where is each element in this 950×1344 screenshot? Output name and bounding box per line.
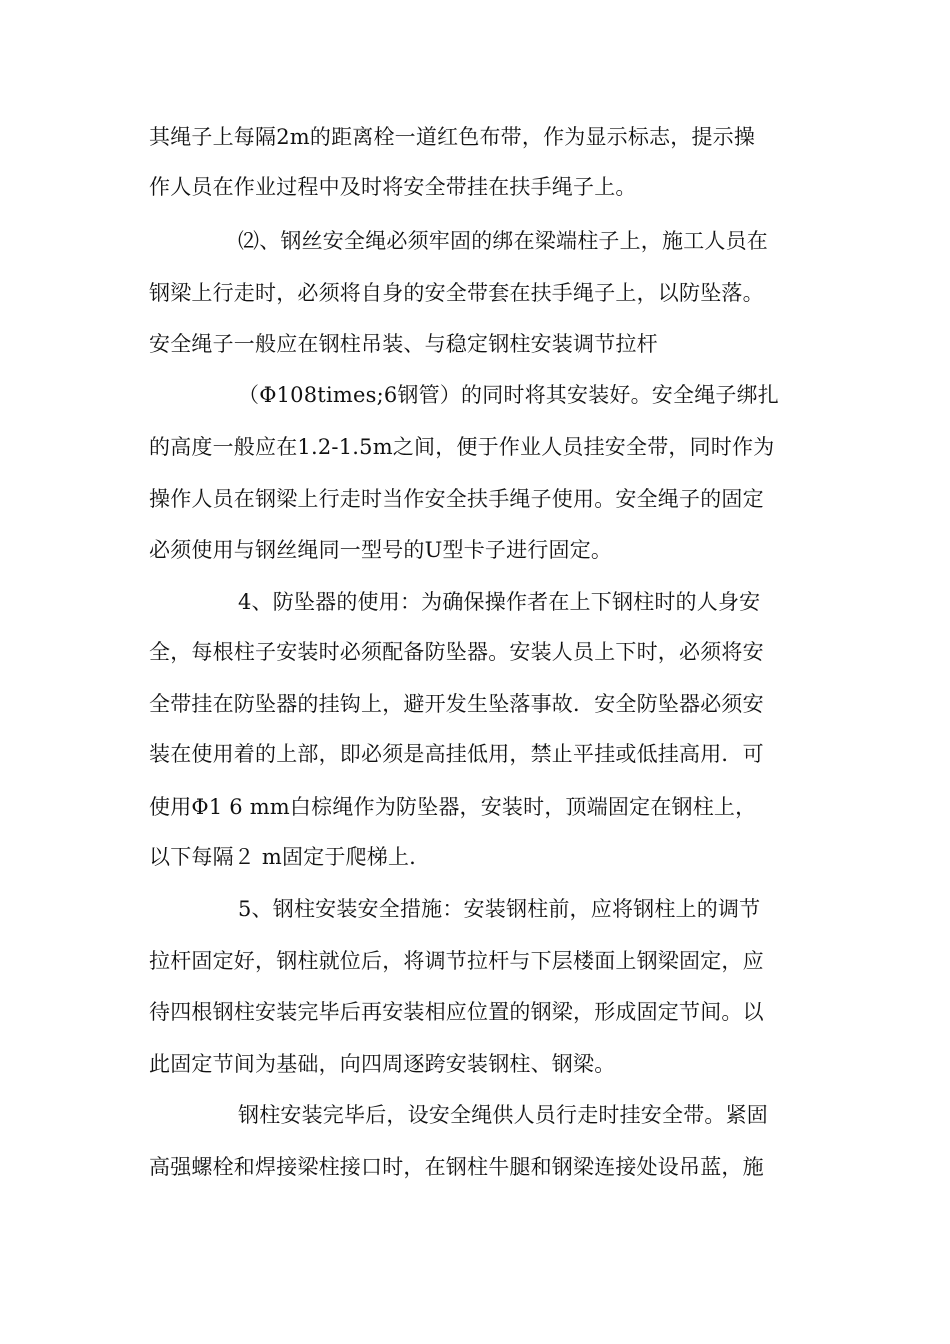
text-line: 装在使用着的上部，即必须是高挂低用，禁止平挂或低挂高用．可 xyxy=(149,742,764,766)
text-line: 此固定节间为基础，向四周逐跨安装钢柱、钢梁。 xyxy=(149,1052,616,1076)
text-line: （Φ108times;6钢管）的同时将其安装好。安全绳子绑扎 xyxy=(238,383,780,407)
text-line: 拉杆固定好，钢柱就位后，将调节拉杆与下层楼面上钢梁固定，应 xyxy=(149,949,764,973)
text-line: 使用Φ1 6 mm白棕绳作为防坠器，安装时，顶端固定在钢柱上， xyxy=(149,795,757,819)
text-line: ⑵、钢丝安全绳必须牢固的绑在梁端柱子上，施工人员在 xyxy=(238,229,768,253)
text-line: 安全绳子一般应在钢柱吊装、与稳定钢柱安装调节拉杆 xyxy=(149,332,658,356)
text-line: 5、钢柱安装安全措施：安装钢柱前，应将钢柱上的调节 xyxy=(238,897,761,921)
text-line: 待四根钢柱安装完毕后再安装相应位置的钢梁，形成固定节间。以 xyxy=(149,1000,764,1024)
text-line: 全带挂在防坠器的挂钩上，避开发生坠落事故．安全防坠器必须安 xyxy=(149,692,764,716)
text-line: 钢梁上行走时，必须将自身的安全带套在扶手绳子上，以防坠落。 xyxy=(149,281,764,305)
text-line: 钢柱安装完毕后，设安全绳供人员行走时挂安全带。紧固 xyxy=(238,1103,768,1127)
text-line: 以下每隔２ m固定于爬梯上. xyxy=(149,845,417,869)
text-line: 4、防坠器的使用：为确保操作者在上下钢柱时的人身安 xyxy=(238,590,761,614)
text-line: 高强螺栓和焊接梁柱接口时，在钢柱牛腿和钢梁连接处设吊蓝，施 xyxy=(149,1155,764,1179)
text-line: 作人员在作业过程中及时将安全带挂在扶手绳子上。 xyxy=(149,175,637,199)
text-line: 其绳子上每隔2m的距离栓一道红色布带，作为显示标志，提示操 xyxy=(149,125,756,149)
text-line: 全，每根柱子安装时必须配备防坠器。安装人员上下时，必须将安 xyxy=(149,640,764,664)
text-line: 操作人员在钢梁上行走时当作安全扶手绳子使用。安全绳子的固定 xyxy=(149,487,764,511)
text-line: 必须使用与钢丝绳同一型号的U型卡子进行固定。 xyxy=(149,538,613,562)
text-line: 的高度一般应在1.2-1.5m之间，便于作业人员挂安全带，同时作为 xyxy=(149,435,775,459)
